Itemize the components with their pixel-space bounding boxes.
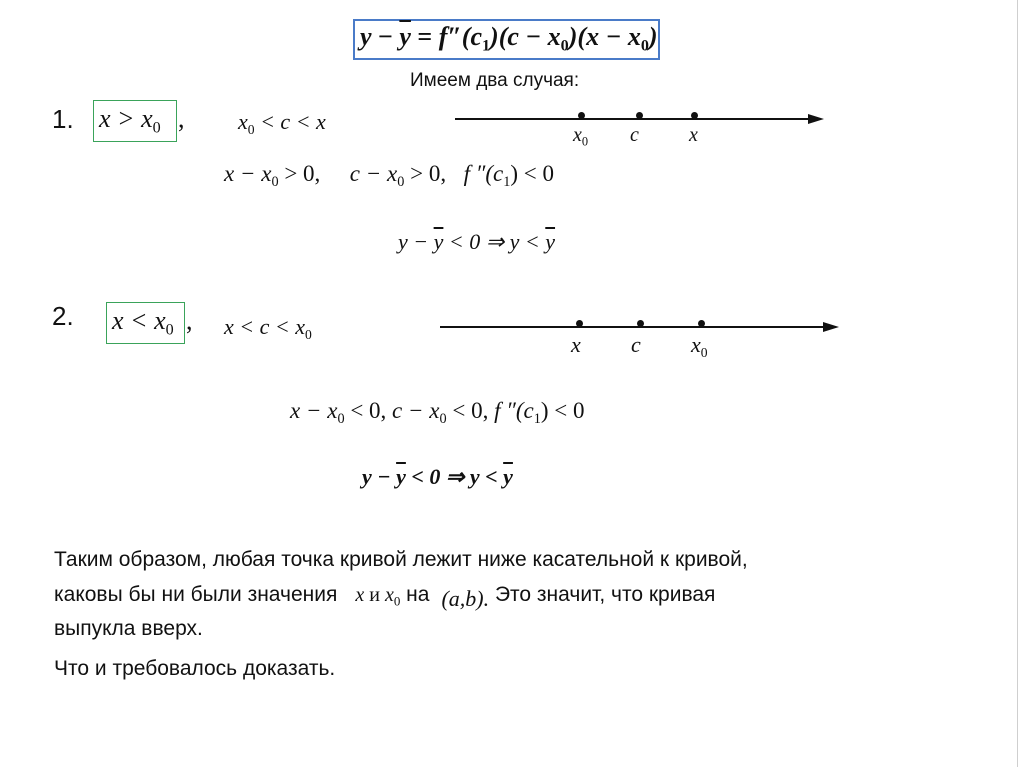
case1-comma: ,	[178, 104, 185, 133]
case1-cond1-sub: 0	[271, 173, 279, 190]
case2-conditions	[290, 398, 584, 428]
case1-cond3-sub: 1	[503, 173, 511, 190]
case2-number-line	[440, 326, 825, 328]
top-formula-minus: −	[371, 22, 400, 51]
case2-label-x0	[691, 332, 708, 361]
case2-cond1: x − x	[290, 398, 338, 423]
case2-boxed-sub: 0	[165, 321, 174, 339]
case2-label-x0-sub: 0	[700, 344, 708, 360]
top-formula-y: y	[360, 22, 372, 51]
top-formula-p2: (c − x	[498, 22, 561, 51]
case2-cond1-sub: 0	[337, 410, 345, 427]
top-formula-c: (c	[461, 22, 482, 51]
conclusion-line2-b: Это значит, что кривая	[489, 583, 716, 606]
conclusion-line2-x: x	[355, 584, 365, 606]
case2-point-c	[637, 320, 644, 327]
case2-range-a: x < c < x	[224, 314, 305, 339]
case2-result-ybar: $\overline{y}$	[396, 464, 406, 489]
case1-label-x0	[573, 124, 588, 149]
case2-label-c: c	[631, 332, 641, 357]
case1-boxed-sub: 0	[152, 119, 161, 137]
conclusion-line3: выпукла вверх.	[54, 617, 203, 640]
top-formula-p2-sub: 0	[560, 37, 569, 55]
case1-cond1: x − x	[224, 161, 272, 186]
case2-boxed-condition	[112, 306, 174, 340]
top-formula	[360, 22, 658, 56]
top-formula-eq: =	[410, 22, 439, 51]
case1-result-ybar2: $\overline{y}$	[545, 229, 556, 254]
case1-range	[238, 109, 326, 138]
case2-boxed-a: x < x	[112, 306, 166, 335]
conclusion-line2-and: и	[364, 584, 385, 606]
case2-range-sub: 0	[305, 326, 312, 342]
case1-label-x0-main: x	[573, 124, 582, 146]
conclusion-line1: Таким образом, любая точка кривой лежит ниже касательной к кривой,	[54, 548, 748, 571]
case1-label-c: c	[630, 124, 639, 146]
case2-number: 2.	[52, 301, 74, 331]
slide-right-border	[1017, 0, 1018, 767]
top-formula-p2-close: )	[568, 22, 578, 51]
case1-conditions	[224, 161, 554, 191]
case1-number: 1.	[52, 104, 74, 134]
case1-result	[398, 229, 555, 255]
case2-point-x0	[698, 320, 705, 327]
case1-label-x: x	[689, 124, 698, 146]
case2-cond2-sub: 0	[439, 410, 447, 427]
case1-cond1-end: > 0,	[278, 161, 321, 186]
case1-cond2-sub: 0	[397, 173, 405, 190]
case1-cond3: f ″(c	[463, 161, 504, 186]
case2-comma: ,	[186, 306, 193, 335]
case1-range-a: x	[238, 109, 248, 134]
conclusion-line2-a: каковы бы ни были значения	[54, 583, 338, 606]
case2-cond2: c − x	[392, 398, 440, 423]
case1-label-x0-sub: 0	[581, 134, 589, 149]
top-formula-c-sub: 1	[481, 37, 491, 55]
case2-result-b: < 0 ⇒ y <	[405, 464, 504, 489]
top-formula-p3-sub: 0	[640, 37, 649, 55]
top-formula-prime: ″	[447, 22, 462, 51]
case2-label-x: x	[571, 332, 581, 357]
case2-cond1-end: < 0,	[344, 398, 393, 423]
case2-range	[224, 314, 312, 343]
case2-arrow-head	[823, 322, 839, 332]
top-formula-f: f	[438, 22, 448, 51]
case1-cond2-end: > 0,	[404, 161, 447, 186]
case1-result-a: y −	[398, 229, 434, 254]
case1-boxed-a: x > x	[99, 104, 153, 133]
case1-point-c	[636, 112, 643, 119]
case1-arrow-head	[808, 114, 824, 124]
case2-result-a: y −	[362, 464, 397, 489]
intro-text: Имеем два случая:	[410, 70, 580, 91]
case2-result	[362, 464, 513, 490]
case1-number-line	[455, 118, 810, 120]
case2-cond2-end: < 0,	[446, 398, 495, 423]
case2-cond3-sub: 1	[533, 410, 541, 427]
case2-label-x0-main: x	[691, 332, 701, 357]
case2-point-x	[576, 320, 583, 327]
case2-cond3: f ″(c	[494, 398, 534, 423]
top-formula-ybar: $\overline{y}$	[399, 22, 411, 51]
conclusion-line2-interval: (a,b).	[441, 586, 490, 611]
case1-point-x	[691, 112, 698, 119]
case1-point-x0	[578, 112, 585, 119]
case1-boxed-condition	[99, 104, 161, 138]
top-formula-p3: (x − x	[577, 22, 641, 51]
case1-range-b: < c < x	[254, 109, 326, 134]
case2-cond3-end: ) < 0	[540, 398, 585, 423]
case2-result-ybar2: $\overline{y}$	[503, 464, 513, 489]
conclusion-line2	[54, 579, 715, 617]
conclusion-line2-x0-sub: 0	[393, 593, 401, 609]
case1-result-ybar: $\overline{y}$	[433, 229, 444, 254]
case1-result-b: < 0 ⇒ y <	[443, 229, 546, 254]
case1-cond2: c − x	[349, 161, 398, 186]
top-formula-c-close: )	[490, 22, 499, 51]
top-formula-p3-close: )	[648, 22, 658, 51]
conclusion-line2-na: на	[400, 583, 430, 606]
conclusion-final: Что и требовалось доказать.	[54, 657, 336, 680]
case1-cond3-end: ) < 0	[510, 161, 554, 186]
case1-range-a-sub: 0	[247, 121, 255, 137]
conclusion-line2-x0: x	[384, 584, 394, 606]
